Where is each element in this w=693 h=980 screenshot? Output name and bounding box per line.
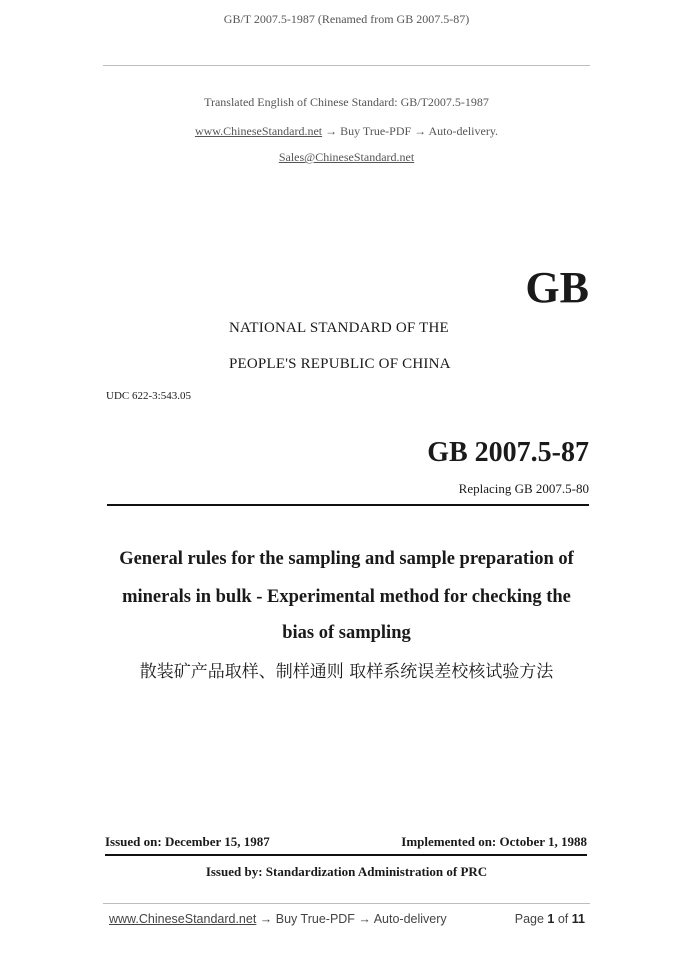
page-number: 1 — [547, 912, 555, 926]
title-chinese: 散装矿产品取样、制样通则 取样系统误差校核试验方法 — [139, 662, 554, 682]
national-standard-line2: PEOPLE'S REPUBLIC OF CHINA — [229, 356, 451, 372]
code-divider — [107, 504, 589, 506]
replacing-note: Replacing GB 2007.5-80 — [458, 481, 589, 496]
issued-by: Issued by: Standardization Administration of PRC — [205, 864, 488, 879]
page-indicator — [515, 912, 585, 926]
dates-divider — [105, 854, 587, 856]
footer-purchase — [109, 912, 447, 926]
email-line — [0, 150, 693, 165]
translation-note: Translated English of Chinese Standard: GB/T2007.5-1987 — [204, 95, 489, 109]
gb-mark: GB — [525, 263, 589, 312]
page-header: GB/T 2007.5-1987 (Renamed from GB 2007.5-87) — [223, 12, 470, 26]
purchase-text: → Buy True-PDF → Auto-delivery. — [322, 124, 499, 138]
email-link[interactable]: Sales@ChineseStandard.net — [278, 150, 415, 164]
udc-code: UDC 622-3:543.05 — [106, 390, 191, 402]
page-of-label: of — [557, 912, 569, 926]
page-total: 11 — [571, 912, 585, 926]
site-link[interactable]: www.ChineseStandard.net — [194, 124, 323, 138]
national-standard-line1: NATIONAL STANDARD OF THE — [229, 320, 449, 336]
implemented-on: Implemented on: October 1, 1988 — [401, 834, 587, 849]
footer-divider — [103, 903, 590, 904]
title-line-1: General rules for the sampling and sample preparation of — [119, 549, 574, 569]
purchase-line — [0, 124, 693, 139]
page-label: Page — [514, 912, 544, 926]
footer-purchase-text: → Buy True-PDF → Auto-delivery — [256, 912, 447, 926]
issued-on: Issued on: December 15, 1987 — [105, 834, 270, 849]
title-line-2: minerals in bulk - Experimental method for checking the — [122, 587, 571, 607]
header-divider — [103, 65, 590, 66]
standard-code: GB 2007.5-87 — [427, 437, 589, 468]
footer-site-link[interactable]: www.ChineseStandard.net — [109, 912, 257, 926]
title-line-3: bias of sampling — [282, 623, 411, 643]
